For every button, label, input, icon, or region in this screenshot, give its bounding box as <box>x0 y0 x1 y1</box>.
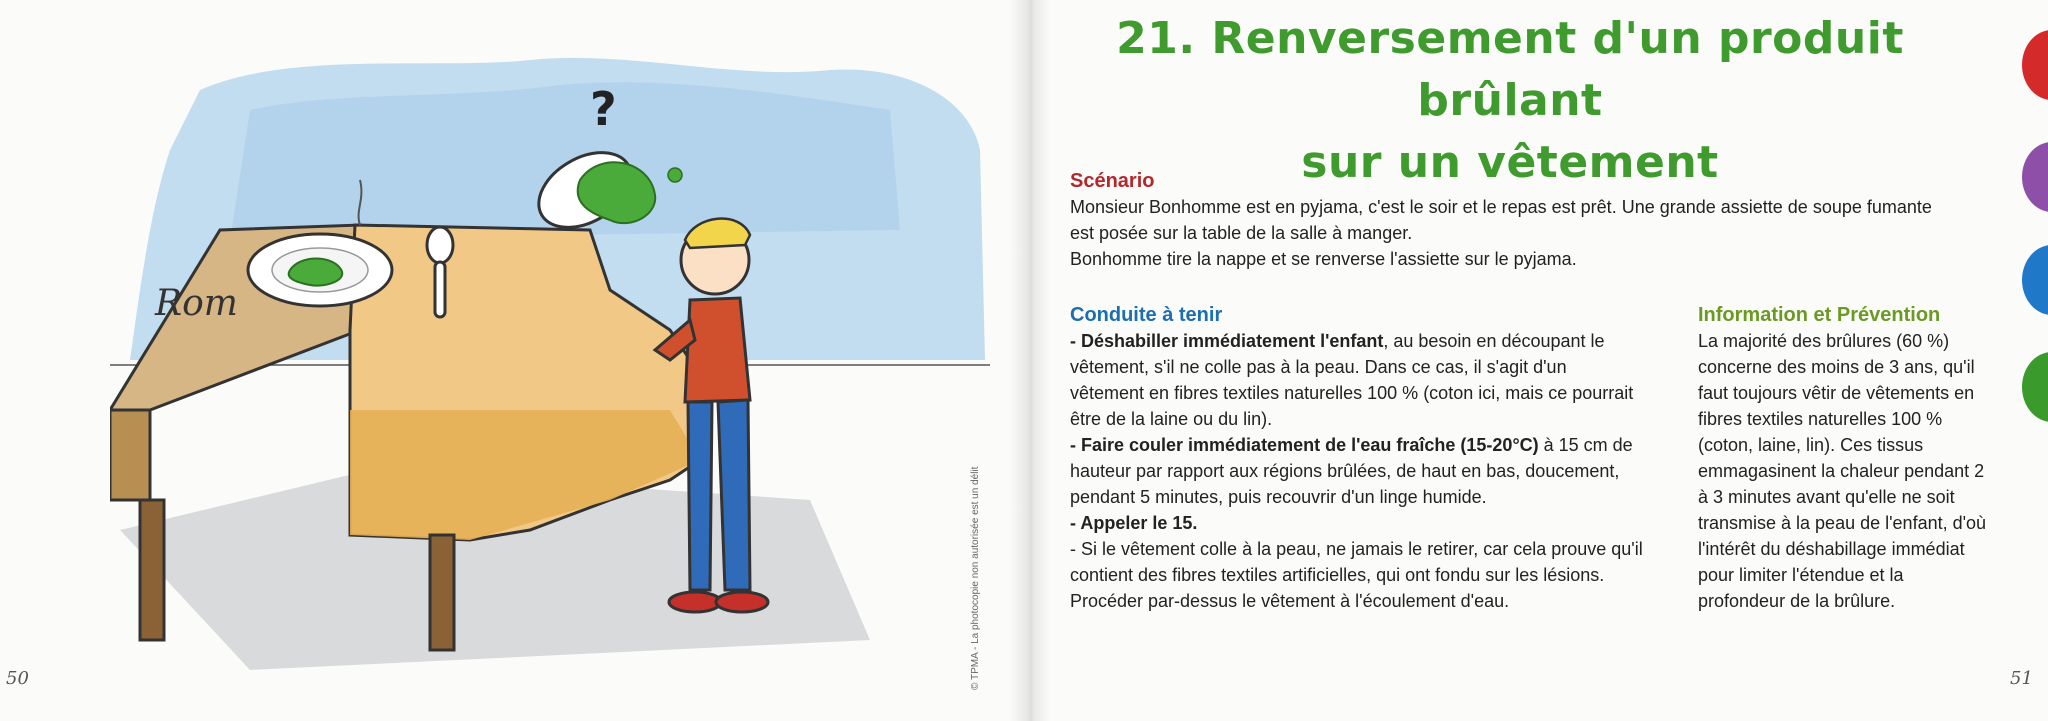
conduite-section <box>1070 302 1645 614</box>
info-text: La majorité des brûlures (60 %) concerne des moins de 3 ans, qu'il faut toujours vêtir de vêtements en fibres textiles naturelles 100 % (coton, laine, lin). Ces tissus emmagasinent la chaleur pendant 2 à 3 minutes avant qu'elle ne soit transmise à la peau de l'enfant, d'où l'intérêt du déshabillage immédiat pour limiter l'étendue et la profondeur de la brûlure. <box>1698 331 1987 611</box>
scenario-section <box>1070 168 1990 272</box>
conduite-bold: - Appeler le 15. <box>1070 513 1198 533</box>
conduite-paragraph: Procéder par-dessus le vêtement à l'écoulement d'eau. <box>1070 591 1510 611</box>
page-title <box>1080 8 1940 194</box>
spoon <box>427 227 453 263</box>
conduite-paragraph <box>1070 432 1645 510</box>
scenario-text <box>1070 194 1990 272</box>
question-mark-icon: ? <box>590 82 617 136</box>
conduite-bold: - Déshabiller immédiatement l'enfant <box>1070 331 1384 351</box>
conduite-rest: à 15 cm de hauteur par rapport aux régions brûlées, de haut en bas, doucement, pendant 5 minutes, puis recouvrir d'un linge humide. <box>1070 435 1633 507</box>
book-gutter <box>1010 0 1050 721</box>
scenario-line: Monsieur Bonhomme est en pyjama, c'est le soir et le repas est prêt. Une grande assiette de soupe fumante <box>1070 197 1932 217</box>
page-title-line: sur un vêtement <box>1301 137 1719 188</box>
conduite-heading: Conduite à tenir <box>1070 304 1223 326</box>
conduite-paragraph: - Si le vêtement colle à la peau, ne jamais le retirer, car cela prouve qu'il contient des fibres textiles artificielles, qui ont fondu sur les lésions. <box>1070 539 1643 585</box>
conduite-rest: , au besoin en découpant le vêtement, s'il ne colle pas à la peau. Dans ce cas, il s'agit d'un vêtement en fibres textiles naturelles 100 % (coton ici, mais ce pourrait être de la laine ou du lin). <box>1070 331 1634 429</box>
page-number-left: 50 <box>6 668 29 689</box>
info-heading: Information et Prévention <box>1698 304 1941 326</box>
page-title-line: 21. Renversement d'un produit brûlant <box>1116 13 1904 126</box>
table-leg <box>430 535 454 650</box>
page-number-right: 51 <box>2010 668 2033 689</box>
conduite-paragraph <box>1070 510 1645 536</box>
scenario-heading: Scénario <box>1070 170 1155 192</box>
soup-spill-plate <box>289 258 343 285</box>
scenario-line: est posée sur la table de la salle à manger. <box>1070 223 1413 243</box>
artist-signature: Rom <box>155 283 238 324</box>
copyright-notice: © TPMA - La photocopie non autorisée est un délit <box>970 466 981 690</box>
conduite-bold: - Faire couler immédiatement de l'eau fraîche (15-20°C) <box>1070 435 1539 455</box>
table-leg <box>140 500 164 640</box>
scenario-line: Bonhomme tire la nappe et se renverse l'assiette sur le pyjama. <box>1070 249 1577 269</box>
info-section <box>1698 302 1988 614</box>
conduite-paragraph <box>1070 328 1645 432</box>
illustration-table-soup-spill <box>110 30 990 680</box>
conduite-text <box>1070 328 1645 614</box>
